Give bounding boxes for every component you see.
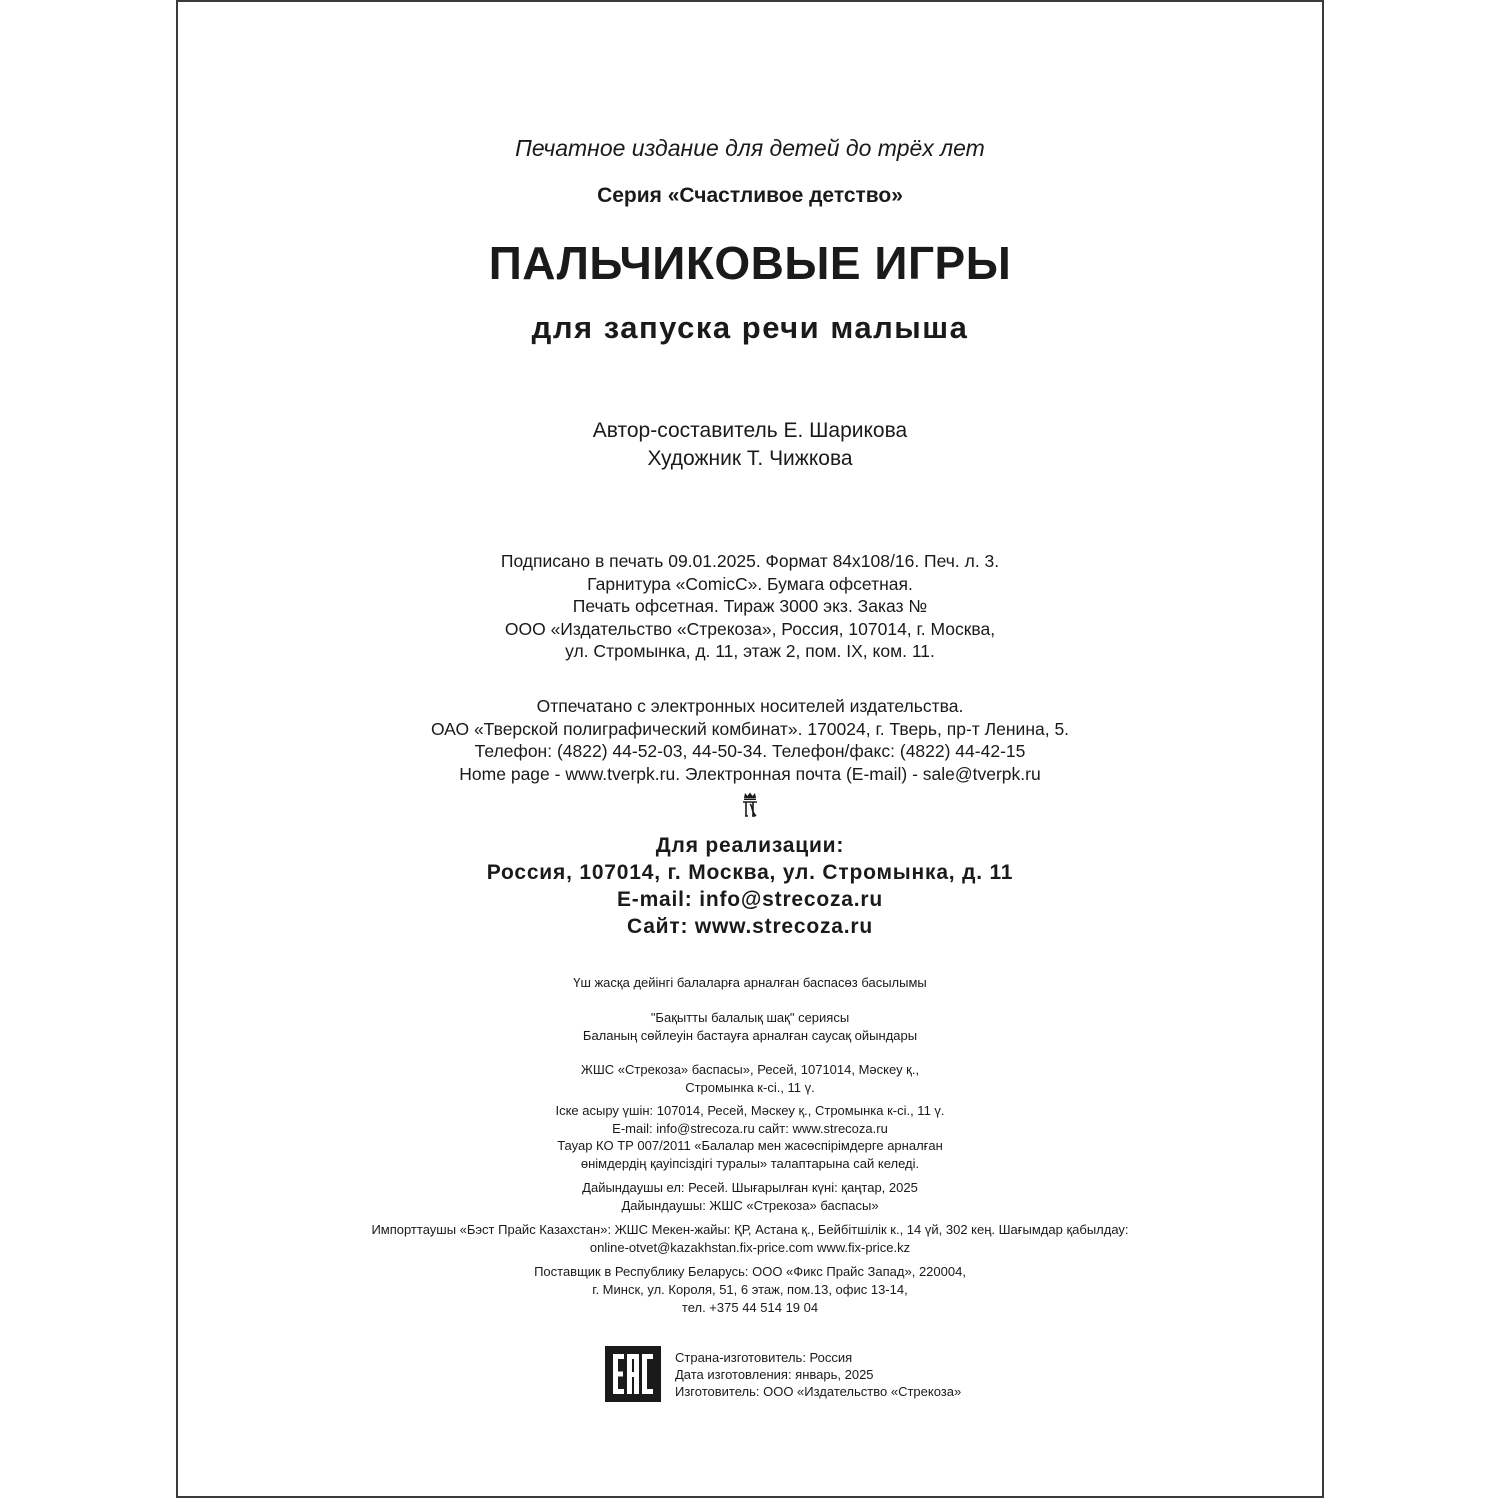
printer-info-line: Отпечатано с электронных носителей издательства. xyxy=(536,696,964,716)
eac-certification-icon xyxy=(605,1346,661,1402)
kz-series-line: "Бақытты балалық шақ" сериясы xyxy=(650,1010,850,1025)
illustrator-credit: Художник Т. Чижкова xyxy=(647,447,853,470)
crown-monogram-icon xyxy=(0,792,1500,824)
publication-info-line: Печать офсетная. Тираж 3000 экз. Заказ № xyxy=(572,596,928,616)
kz-manufacturer-line: Дайындаушы: ЖШС «Стрекоза» баспасы» xyxy=(621,1198,879,1213)
publication-info-line: ООО «Издательство «Стрекоза», Россия, 107014, г. Москва, xyxy=(504,619,996,639)
kz-sales-line: E-mail: info@strecoza.ru сайт: www.strecoza.ru xyxy=(612,1121,888,1136)
kz-importer-line: Импорттаушы «Бэст Прайс Казахстан»: ЖШС Мекен-жайы: ҚР, Астана қ., Бейбітшілік к., 14 үй, 302 кең. Шағымдар қабылдау: xyxy=(371,1222,1129,1237)
sales-website: Сайт: www.strecoza.ru xyxy=(626,915,874,938)
manufacturer: Изготовитель: ООО «Издательство «Стрекоза» xyxy=(675,1383,962,1399)
book-subtitle: для запуска речи малыша xyxy=(531,310,969,345)
by-supplier-line: тел. +375 44 514 19 04 xyxy=(681,1300,819,1315)
eac-text xyxy=(675,1349,961,1400)
publication-info-line: ул. Стромынка, д. 11, этаж 2, пом. IX, ком. 11. xyxy=(565,641,935,661)
kz-sales-line: Тауар КО ТР 007/2011 «Балалар мен жасөспірімдерге арналған xyxy=(557,1138,943,1153)
author-credit: Автор-составитель Е. Шарикова xyxy=(592,419,908,442)
kz-sales-line: өнімдердің қауіпсіздігі туралы» талаптарына сай келеді. xyxy=(580,1156,920,1171)
kz-importer-line: online-otvet@kazakhstan.fix-price.com www.fix-price.kz xyxy=(589,1240,911,1255)
printer-info-line: ОАО «Тверской полиграфический комбинат». 170024, г. Тверь, пр-т Ленина, 5. xyxy=(430,719,1070,739)
publication-info-line: Гарнитура «ComicC». Бумага офсетная. xyxy=(587,574,913,594)
kz-audience-note: Үш жасқа дейінгі балаларға арналған баспасөз басылымы xyxy=(573,975,927,990)
by-supplier-line: Поставщик в Республику Беларусь: ООО «Фикс Прайс Запад», 220004, xyxy=(534,1264,966,1279)
kz-series-line: Баланың сөйлеуін бастауға арналған саусақ ойындары xyxy=(582,1028,918,1043)
book-title: ПАЛЬЧИКОВЫЕ ИГРЫ xyxy=(488,237,1012,289)
printer-info-line: Телефон: (4822) 44-52-03, 44-50-34. Телефон/факс: (4822) 44-42-15 xyxy=(474,741,1026,761)
manufacture-date: Дата изготовления: январь, 2025 xyxy=(675,1366,874,1382)
by-supplier-line: г. Минск, ул. Короля, 51, 6 этаж, пом.13, офис 13-14, xyxy=(592,1282,908,1297)
printer-info-line: Home page - www.tverpk.ru. Электронная почта (E-mail) - sale@tverpk.ru xyxy=(459,764,1041,784)
publication-info-line: Подписано в печать 09.01.2025. Формат 84х108/16. Печ. л. 3. xyxy=(500,551,1000,571)
audience-note: Печатное издание для детей до трёх лет xyxy=(515,135,985,161)
eac-block xyxy=(605,1346,961,1402)
kz-publisher-line: Стромынка к-сі., 11 ү. xyxy=(685,1080,815,1095)
sales-email: E-mail: info@strecoza.ru xyxy=(616,888,884,911)
kz-manufacturer-line: Дайындаушы ел: Ресей. Шығарылған күні: қаңтар, 2025 xyxy=(582,1180,918,1195)
sales-heading: Для реализации: xyxy=(655,834,845,857)
country-of-origin: Страна-изготовитель: Россия xyxy=(675,1349,853,1365)
kz-sales-line: Іске асыру үшін: 107014, Ресей, Мәскеу қ., Стромынка к-сі., 11 ү. xyxy=(555,1103,945,1118)
series-title: Серия «Счастливое детство» xyxy=(597,184,903,207)
kz-publisher-line: ЖШС «Стрекоза» баспасы», Ресей, 1071014, Мәскеу қ., xyxy=(580,1062,920,1077)
sales-address: Россия, 107014, г. Москва, ул. Стромынка, д. 11 xyxy=(486,861,1014,884)
